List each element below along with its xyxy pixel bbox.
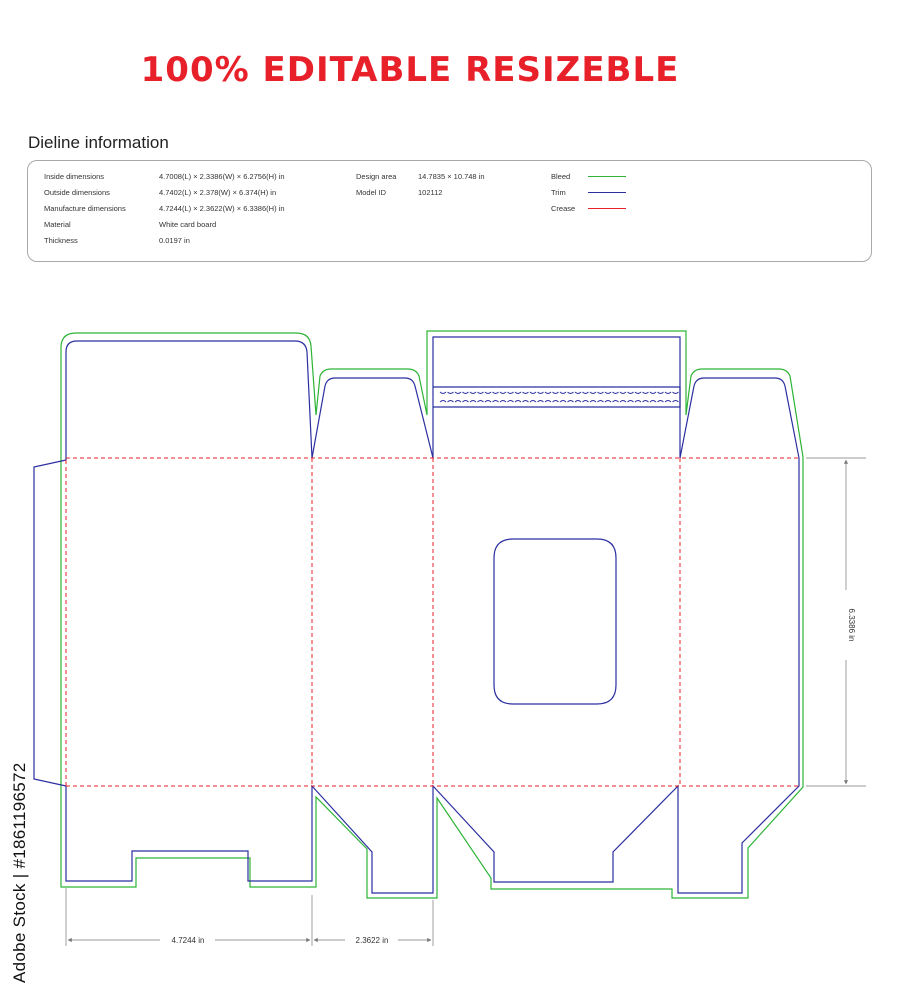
perforation-tick (598, 392, 604, 402)
perforation-tick (628, 392, 634, 402)
perforation-tick (485, 392, 491, 402)
crease-lines (66, 458, 799, 786)
info-label-material: Material (44, 220, 71, 229)
dimension-length-label: 4.7244 in (171, 936, 205, 945)
perforation-tick (440, 392, 446, 402)
perforation-tick (620, 392, 626, 402)
dimension-width-label: 2.3622 in (355, 936, 389, 945)
info-value-manufacture: 4.7244(L) × 2.3622(W) × 6.3386(H) in (159, 204, 285, 213)
info-label-inside: Inside dimensions (44, 172, 105, 181)
window-cutout (494, 539, 616, 704)
perforation-tick (515, 392, 521, 402)
perforation-tick (665, 392, 671, 402)
perforation-tick (605, 392, 611, 402)
info-label-outside: Outside dimensions (44, 188, 110, 197)
info-label-design-area: Design area (356, 172, 397, 181)
stock-watermark: Adobe Stock | #1861196572 (10, 762, 29, 983)
perforation-strip (433, 387, 680, 407)
dimension-height-label: 6.3386 in (847, 608, 856, 642)
perforation-tick (463, 392, 469, 402)
perforation-tick (523, 392, 529, 402)
info-value-design-area: 14.7835 × 10.748 in (418, 172, 485, 181)
perforation-tick (613, 392, 619, 402)
info-value-outside: 4.7402(L) × 2.378(W) × 6.374(H) in (159, 188, 277, 197)
perforation-tick (658, 392, 664, 402)
perforation-tick (650, 392, 656, 402)
perforation-tick (590, 392, 596, 402)
perforation-tick (575, 392, 581, 402)
perforation-tick (568, 392, 574, 402)
bleed-outline (61, 331, 803, 898)
perforation-tick (643, 392, 649, 402)
perforation-tick (545, 392, 551, 402)
legend-label-crease: Crease (551, 204, 576, 213)
trim-lines (34, 337, 799, 893)
info-label-thickness: Thickness (44, 236, 78, 245)
perforation-tick (455, 392, 461, 402)
perforation-tick (560, 392, 566, 402)
perforation-tick (673, 392, 679, 402)
perforation-tick (538, 392, 544, 402)
perforation-tick (530, 392, 536, 402)
info-title: Dieline information (28, 133, 169, 152)
headline: 100% EDITABLE RESIZEBLE (140, 50, 680, 90)
perforation-tick (493, 392, 499, 402)
perforation-tick (553, 392, 559, 402)
perforation-tick (500, 392, 506, 402)
dimension-lines (66, 458, 866, 946)
perforation-tick (583, 392, 589, 402)
legend-label-bleed: Bleed (551, 172, 571, 181)
perforation-tick (470, 392, 476, 402)
info-label-manufacture: Manufacture dimensions (44, 204, 126, 213)
info-label-model-id: Model ID (356, 188, 387, 197)
perforation-tick (448, 392, 454, 402)
perforation-ticks (440, 392, 679, 402)
perforation-tick (635, 392, 641, 402)
perforation-tick (478, 392, 484, 402)
info-value-material: White card board (159, 220, 217, 229)
info-value-thickness: 0.0197 in (159, 236, 190, 245)
legend-label-trim: Trim (551, 188, 566, 197)
perforation-tick (508, 392, 514, 402)
info-value-model-id: 102112 (418, 188, 443, 197)
info-value-inside: 4.7008(L) × 2.3386(W) × 6.2756(H) in (159, 172, 285, 181)
